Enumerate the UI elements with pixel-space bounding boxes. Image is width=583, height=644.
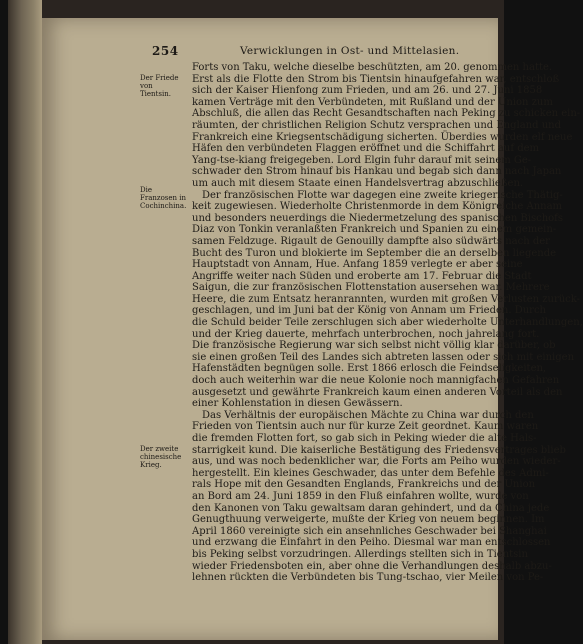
text-line: die Schuld beider Teile zerschlugen sich aber wiederholte Unterhandlungen, [192,317,583,329]
text-line: Yang-tse-kiang freigegeben. Lord Elgin fuhr darauf mit seinem Ge- [192,154,532,166]
marginal-note-french-in-cochinchina: Die Franzosen in Cochinchina. [140,186,187,210]
text-line: um auch mit diesem Staate einen Handelsvertrag abzuschließen. [192,177,524,189]
text-line: und erzwang die Einfahrt in den Peiho. Diesmal war man entschlossen [192,537,551,549]
marginal-note-second-chinese-war: Der zweite chinesische Krieg. [140,445,182,469]
text-line: Der französischen Flotte war dagegen eine zweite kriegerische Thätig- [202,189,563,201]
body-text [192,62,583,584]
text-line: Diaz von Tonkin veranlaßten Frankreich und Spanien zu einem gemein- [192,224,557,236]
text-line: sie einen großen Teil des Landes sich abtreten lassen oder sich mit einigen [192,351,575,363]
text-line: Angriffe weiter nach Süden und eroberte am 17. Februar die Stadt [192,270,532,282]
page-header [42,44,498,60]
text-line: aus, und was noch bedenklicher war, die Forts am Peiho wurden wieder- [192,456,561,468]
text-line: Häfen den verbündeten Flaggen eröffnet und die Schiffahrt auf dem [192,143,539,155]
text-line: geschlagen, und im Juni bat der König von Annam um Frieden. Durch [192,305,546,317]
text-line: kamen Verträge mit den Verbündeten, mit Rußland und der Union zum [192,96,553,108]
text-line: keit zugewiesen. Wiederholte Christenmorde in dem Königreiche Annam [192,201,563,213]
text-line: rals Hope mit den Gesandten Englands, Frankreichs und der Union [192,479,536,491]
text-line: Erst als die Flotte den Strom bis Tientsin hinaufgefahren war, entschloß [192,73,560,85]
text-line: Heere, die zum Entsatz heranrannten, wurden mit großen Verlusten zurück- [192,293,581,305]
text-line: schwader den Strom hinauf bis Hankau und begab sich dann nach Japan [192,166,562,178]
text-line: ausgesetzt und gewährte Frankreich kaum einen anderen Vorteil als den [192,386,563,398]
text-line: lehnen rückten die Verbündeten bis Tung-tschao, vier Meilen von Pe- [192,572,544,584]
text-line: und besonders neuerdings die Niedermetzelung des spanischen Bischofs [192,212,564,224]
book [8,0,583,644]
text-line: und der Krieg dauerte, mehrfach unterbrochen, noch jahrelang fort. [192,328,540,340]
text-line: April 1860 vereinigte sich ein ansehnliches Geschwader bei Shanghai [192,525,547,537]
text-line: hergestellt. Ein kleines Geschwader, das unter dem Befehle des Admi- [192,467,549,479]
text-line: starrigkeit kund. Die kaiserliche Bestätigung des Friedensvertrages blieb [192,444,566,456]
book-gutter [8,0,42,644]
text-line: sich der Kaiser Hienfong zum Frieden, und am 26. und 27. Juni 1858 [192,85,543,97]
running-title: Verwicklungen in Ost- und Mittelasien. [240,45,460,57]
text-line: bis Peking selbst vorzudringen. Allerdings stellten sich in Tientsin [192,548,528,560]
text-line: Abschluß, die allen das Recht Gesandtschaften nach Peking zu schicken ein- [192,108,581,120]
text-line: Bucht des Turon und blokierte im September die an derselben liegende [192,247,557,259]
text-line: Das Verhältnis der europäischen Mächte zu China war durch den [202,409,534,421]
text-line: Die französische Regierung war sich selbst nicht völlig klar darüber, ob [192,340,556,352]
page-number: 254 [152,44,179,58]
text-line: doch auch weiterhin war die neue Kolonie noch mannigfachen Gefahren [192,375,560,387]
text-line: samen Feldzuge. Rigault de Genouilly dampfte also südwärts nach der [192,235,550,247]
text-line: die fremden Flotten fort, so gab sich in Peking wieder die alte Hals- [192,433,537,444]
text-line: Hafenstädten begnügen solle. Erst 1866 erlosch die Feindseligkeiten, [192,363,547,375]
book-page [42,18,583,640]
text-line: Frankreich eine Kriegsentschädigung sicherten. Überdies wurden elf neue [192,131,573,143]
text-line: wieder Friedensboten ein, aber ohne die Verhandlungen deshalb abzu- [192,560,552,572]
text-line: einer Kohlenstation in diesen Gewässern. [192,398,403,410]
text-line: den Kanonen von Taku gewaltsam daran gehindert, und da China jede [192,502,550,514]
text-line: an Bord am 24. Juni 1859 in den Fluß einfahren wollte, wurde von [192,490,529,502]
text-line: Forts von Taku, welche dieselbe beschützten, am 20. genommen hatte. [192,62,553,73]
text-line: Frieden von Tientsin auch nur für kurze Zeit geordnet. Kaum waren [192,421,539,433]
text-line: Hauptstadt von Annam, Hue. Anfang 1859 verlegte er aber seine [192,259,523,271]
text-line: räumten, der christlichen Religion Schutz versprachen und England und [192,119,561,131]
text-line: Saigun, die zur französischen Flottenstation ausersehen war. Mehrere [192,282,550,294]
text-line: Genugthuung verweigerte, mußte der Krieg von neuem beginnen. Im [192,514,545,526]
marginal-note-peace-of-tientsin: Der Friede von Tientsin. [140,74,179,98]
